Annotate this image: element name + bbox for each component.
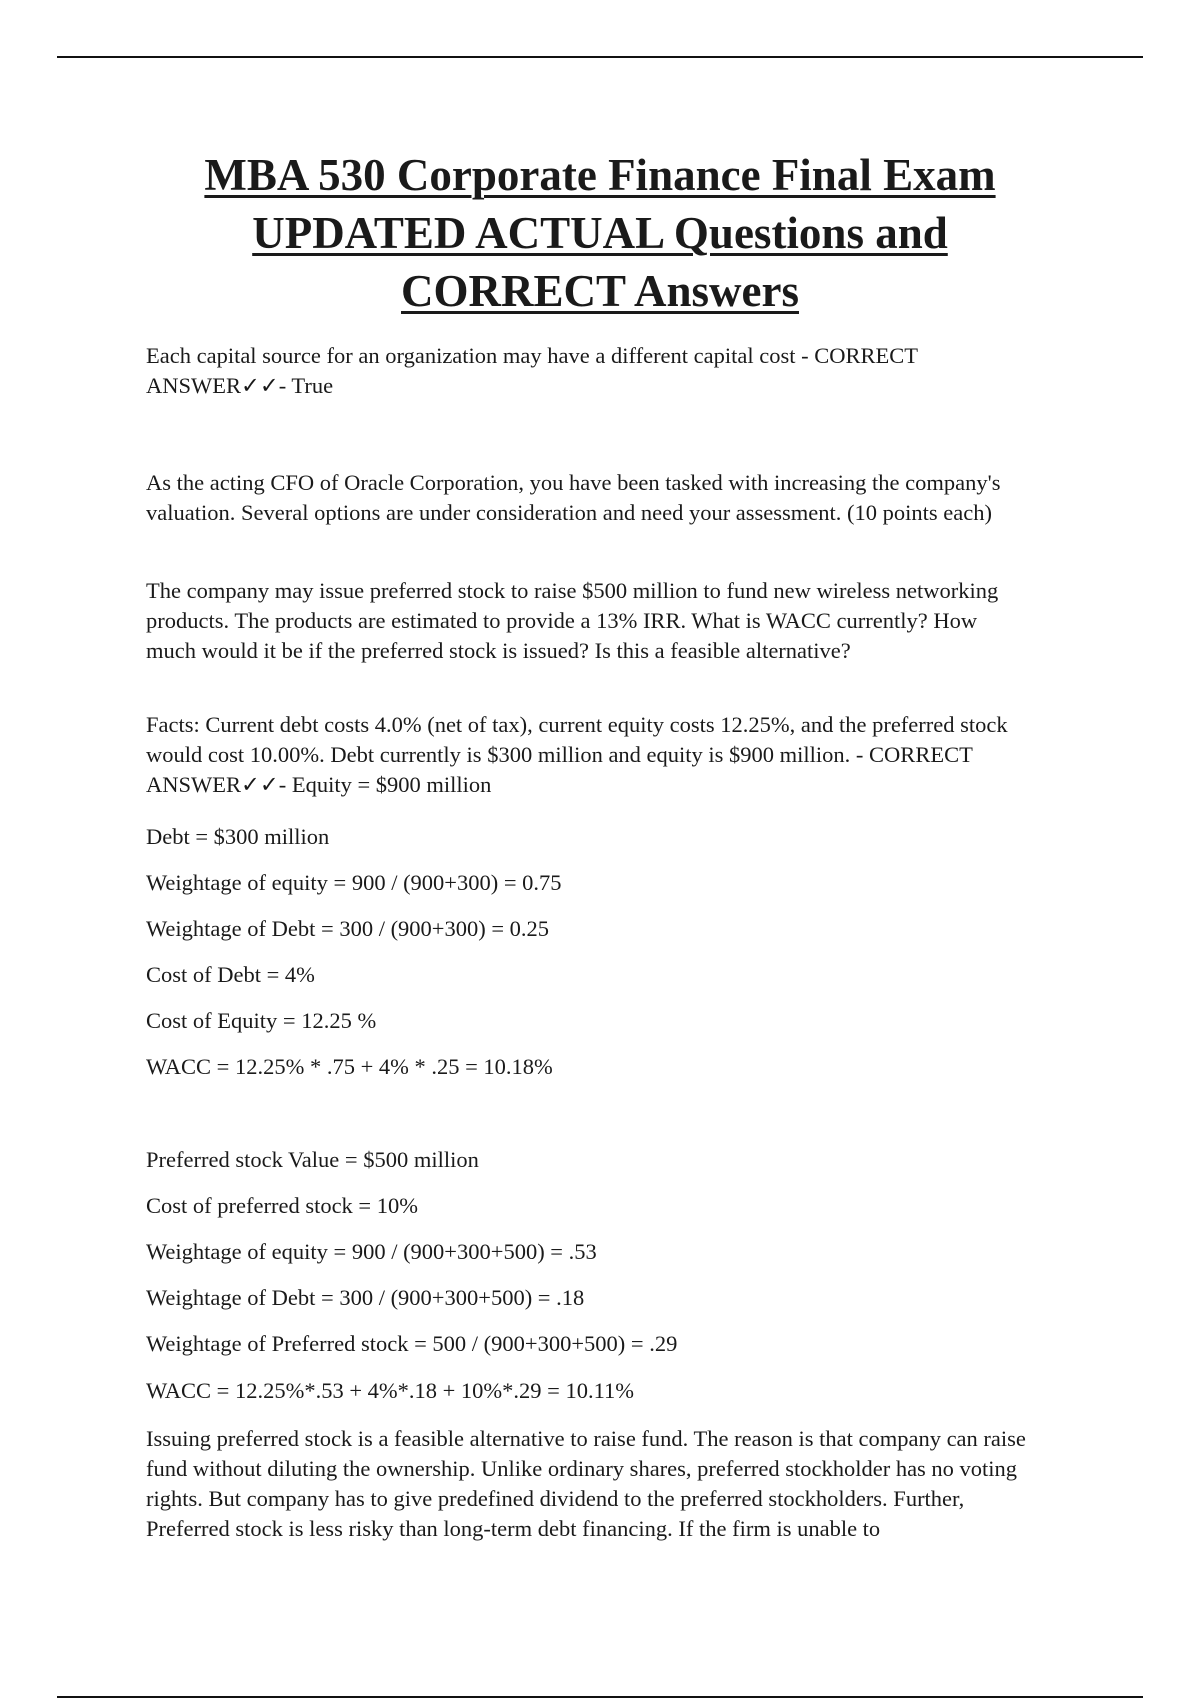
weight-debt-line: Weightage of Debt = 300 / (900+300) = 0.25 bbox=[146, 916, 550, 941]
calc-line bbox=[146, 1237, 1046, 1267]
weight-equity-line: Weightage of equity = 900 / (900+300) = 0.75 bbox=[146, 870, 562, 895]
wacc-current-line: WACC = 12.25% * .75 + 4% * .25 = 10.18% bbox=[146, 1054, 553, 1079]
title-line: MBA 530 Corporate Finance Final Exam bbox=[204, 150, 996, 200]
calc-line bbox=[146, 868, 1046, 898]
weight-preferred-line: Weightage of Preferred stock = 500 / (900+300+500) = .29 bbox=[146, 1331, 678, 1356]
document-title bbox=[100, 146, 1100, 320]
calc-line bbox=[146, 1052, 1046, 1082]
title-line: UPDATED ACTUAL Questions and bbox=[252, 208, 948, 258]
preferred-value-line: Preferred stock Value = $500 million bbox=[146, 1147, 479, 1172]
calc-line bbox=[146, 960, 1046, 990]
calc-line bbox=[146, 1191, 1046, 1221]
top-rule bbox=[57, 56, 1143, 58]
paragraph: Issuing preferred stock is a feasible alternative to raise fund. The reason is that company can raise fund without diluting the ownership. Unlike ordinary shares, preferred stockholder has no voting rights. But company has to give predefined dividend to the preferred stockholders. Further, Preferred stock is less risky than long-term debt financing. If the firm is unable to bbox=[146, 1426, 1026, 1541]
calc-line bbox=[146, 1329, 1046, 1359]
weight-equity-new-line: Weightage of equity = 900 / (900+300+500) = .53 bbox=[146, 1239, 597, 1264]
paragraph-feasibility bbox=[146, 1424, 1046, 1544]
calc-line bbox=[146, 1145, 1046, 1175]
bottom-rule bbox=[57, 1696, 1143, 1698]
calc-line bbox=[146, 1006, 1046, 1036]
weight-debt-new-line: Weightage of Debt = 300 / (900+300+500) = .18 bbox=[146, 1285, 585, 1310]
calc-line bbox=[146, 1283, 1046, 1313]
preferred-cost-line: Cost of preferred stock = 10% bbox=[146, 1193, 418, 1218]
debt-line: Debt = $300 million bbox=[146, 824, 330, 849]
title-line: CORRECT Answers bbox=[401, 266, 799, 316]
paragraph: The company may issue preferred stock to raise $500 million to fund new wireless networking products. The products are estimated to provide a 13% IRR. What is WACC currently? How much would it be if the preferred stock is issued? Is this a feasible alternative? bbox=[146, 578, 999, 663]
cost-debt-line: Cost of Debt = 4% bbox=[146, 962, 315, 987]
calc-line bbox=[146, 914, 1046, 944]
paragraph: Facts: Current debt costs 4.0% (net of tax), current equity costs 12.25%, and the preferred stock would cost 10.00%. Debt currently is $300 million and equity is $900 million. - CORRECT ANSWER✓✓- Equity = $900 million bbox=[146, 712, 1008, 797]
calc-line bbox=[146, 822, 1046, 852]
paragraph-facts bbox=[146, 710, 1046, 800]
cost-equity-line: Cost of Equity = 12.25 % bbox=[146, 1008, 377, 1033]
calc-line bbox=[146, 1376, 1046, 1406]
paragraph-capital-cost bbox=[146, 341, 1046, 401]
paragraph: As the acting CFO of Oracle Corporation, you have been tasked with increasing the company's valuation. Several options are under consideration and need your assessment. (10 points each) bbox=[146, 470, 1001, 525]
paragraph: Each capital source for an organization may have a different capital cost - CORRECT ANSWER✓✓- True bbox=[146, 343, 918, 398]
paragraph-preferred-question bbox=[146, 576, 1046, 666]
wacc-new-line: WACC = 12.25%*.53 + 4%*.18 + 10%*.29 = 10.11% bbox=[146, 1378, 635, 1403]
paragraph-cfo-intro bbox=[146, 468, 1046, 528]
